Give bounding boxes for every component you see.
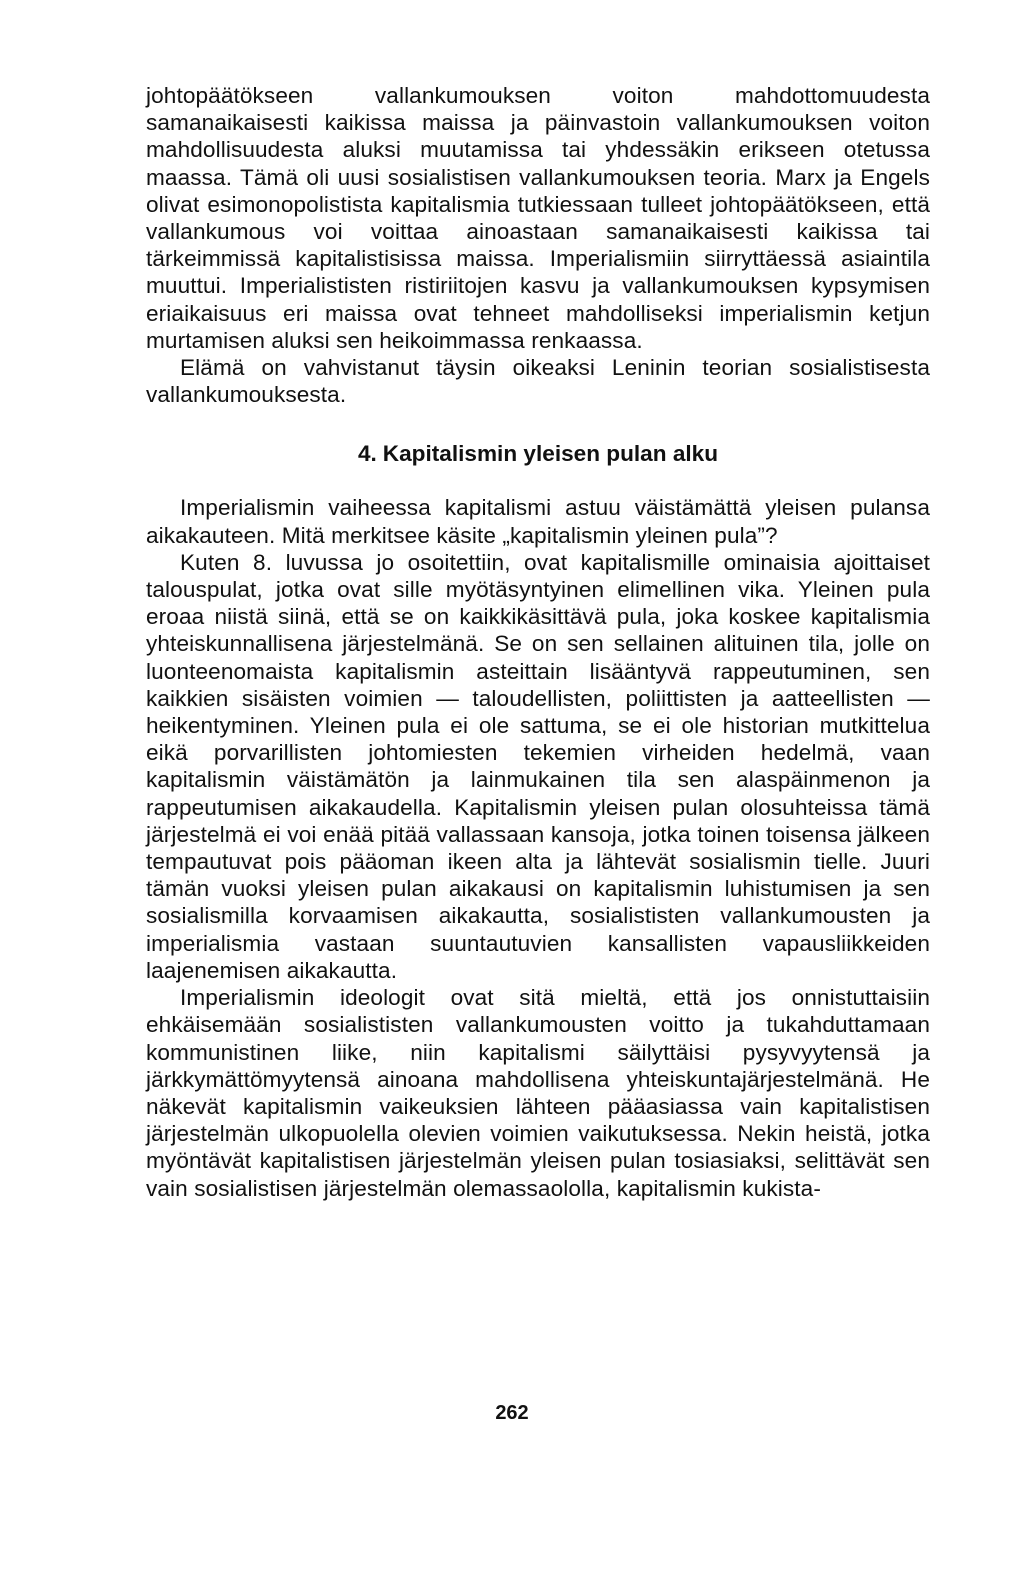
intro-paragraph: johtopäätökseen vallankumouksen voiton mahdottomuudesta samanaikaisesti kaikissa maissa ja päinvastoin vallankumouksen voiton mahdollisuudesta aluksi muutamissa tai yhdessäkin erikseen otetussa maassa. Tämä oli uusi sosialistisen vallankumouksen teoria. Marx ja Engels olivat esimonopolistista kapitalismia tutkiessaan tulleet johtopäätökseen, että vallankumous voi voittaa ainoastaan samanaikaisesti kaikissa tai tärkeimmissä kapitalistisissa maissa. Imperialismiin siirryttäessä asiaintila muuttui. Imperialististen ristiriitojen kasvu ja vallankumouksen kypsymisen eriaikaisuus eri maissa ovat tehneet mahdolliseksi imperialismin ketjun murtamisen aluksi sen heikoimmassa renkaassa. [146, 83, 930, 353]
section-number: 4. [357, 441, 377, 467]
conclusion-paragraph: Elämä on vahvistanut täysin oikeaksi Leninin teorian sosialistisesta vallankumouksesta. [146, 355, 930, 408]
section-paragraph-1: Imperialismin vaiheessa kapitalismi astuu väistämättä yleisen pulansa aikakauteen. Mitä merkitsee käsite „kapitalismin yleinen pula”? [146, 495, 930, 548]
section-paragraph-3: Imperialismin ideologit ovat sitä mieltä, että jos onnistuttaisiin ehkäisemään sosialististen vallankumousten voitto ja tukahduttamaan kommunistinen liike, niin kapitalismi säilyttäisi pysyvyytensä ja järkkymättömyytensä ainoana mahdollisena yhteiskuntajärjestelmänä. He näkevät kapitalismin vaikeuksien lähteen pääasiassa vain kapitalistisen järjestelmän ulkopuolella olevien voimien vaikutuksessa. Nekin heistä, jotka myöntävät kapitalistisen järjestelmän yleisen pulan tosiasiaksi, selittävät sen vain sosialistisen järjestelmän olemassaololla, kapitalismin kukista- [146, 985, 930, 1201]
page-body [146, 82, 930, 1202]
page-number: 262 [495, 1402, 529, 1424]
section-paragraph-2: Kuten 8. luvussa jo osoitettiin, ovat kapitalismille ominaisia ajoittaiset talouspulat, jotka ovat sille myötäsyntyinen elimellinen vika. Yleinen pula eroaa niistä siinä, että se on kaikkikäsittävä pula, joka koskee kapitalismia yhteiskunnallisena järjestelmänä. Se on sen sellainen alituinen tila, jolle on luonteenomaista kapitalismin asteittain lisääntyvä rappeutuminen, sen kaikkien sisäisten voimien — taloudellisten, poliittisten ja aatteellisten — heikentyminen. Yleinen pula ei ole sattuma, se ei ole historian mutkittelua eikä porvarillisten johtomiesten tekemien virheiden hedelmä, vaan kapitalismin väistämätön ja lainmukainen tila sen alaspäinmenon ja rappeutumisen aikakaudella. Kapitalismin yleisen pulan olosuhteissa tämä järjestelmä ei voi enää pitää vallassaan kansoja, jotka toinen toisensa jälkeen tempautuvat pois pääoman ikeen alta ja lähtevät sosialismin tielle. Juuri tämän vuoksi yleisen pulan aikakausi on kapitalismin luhistumisen ja sen sosialismilla korvaamisen aikakautta, sosialististen vallankumousten ja imperialismia vastaan suuntautuvien kansallisten vapausliikkeiden laajenemisen aikakautta. [146, 549, 930, 983]
section-heading [146, 440, 930, 468]
section-title: Kapitalismin yleisen pulan alku [382, 441, 719, 467]
